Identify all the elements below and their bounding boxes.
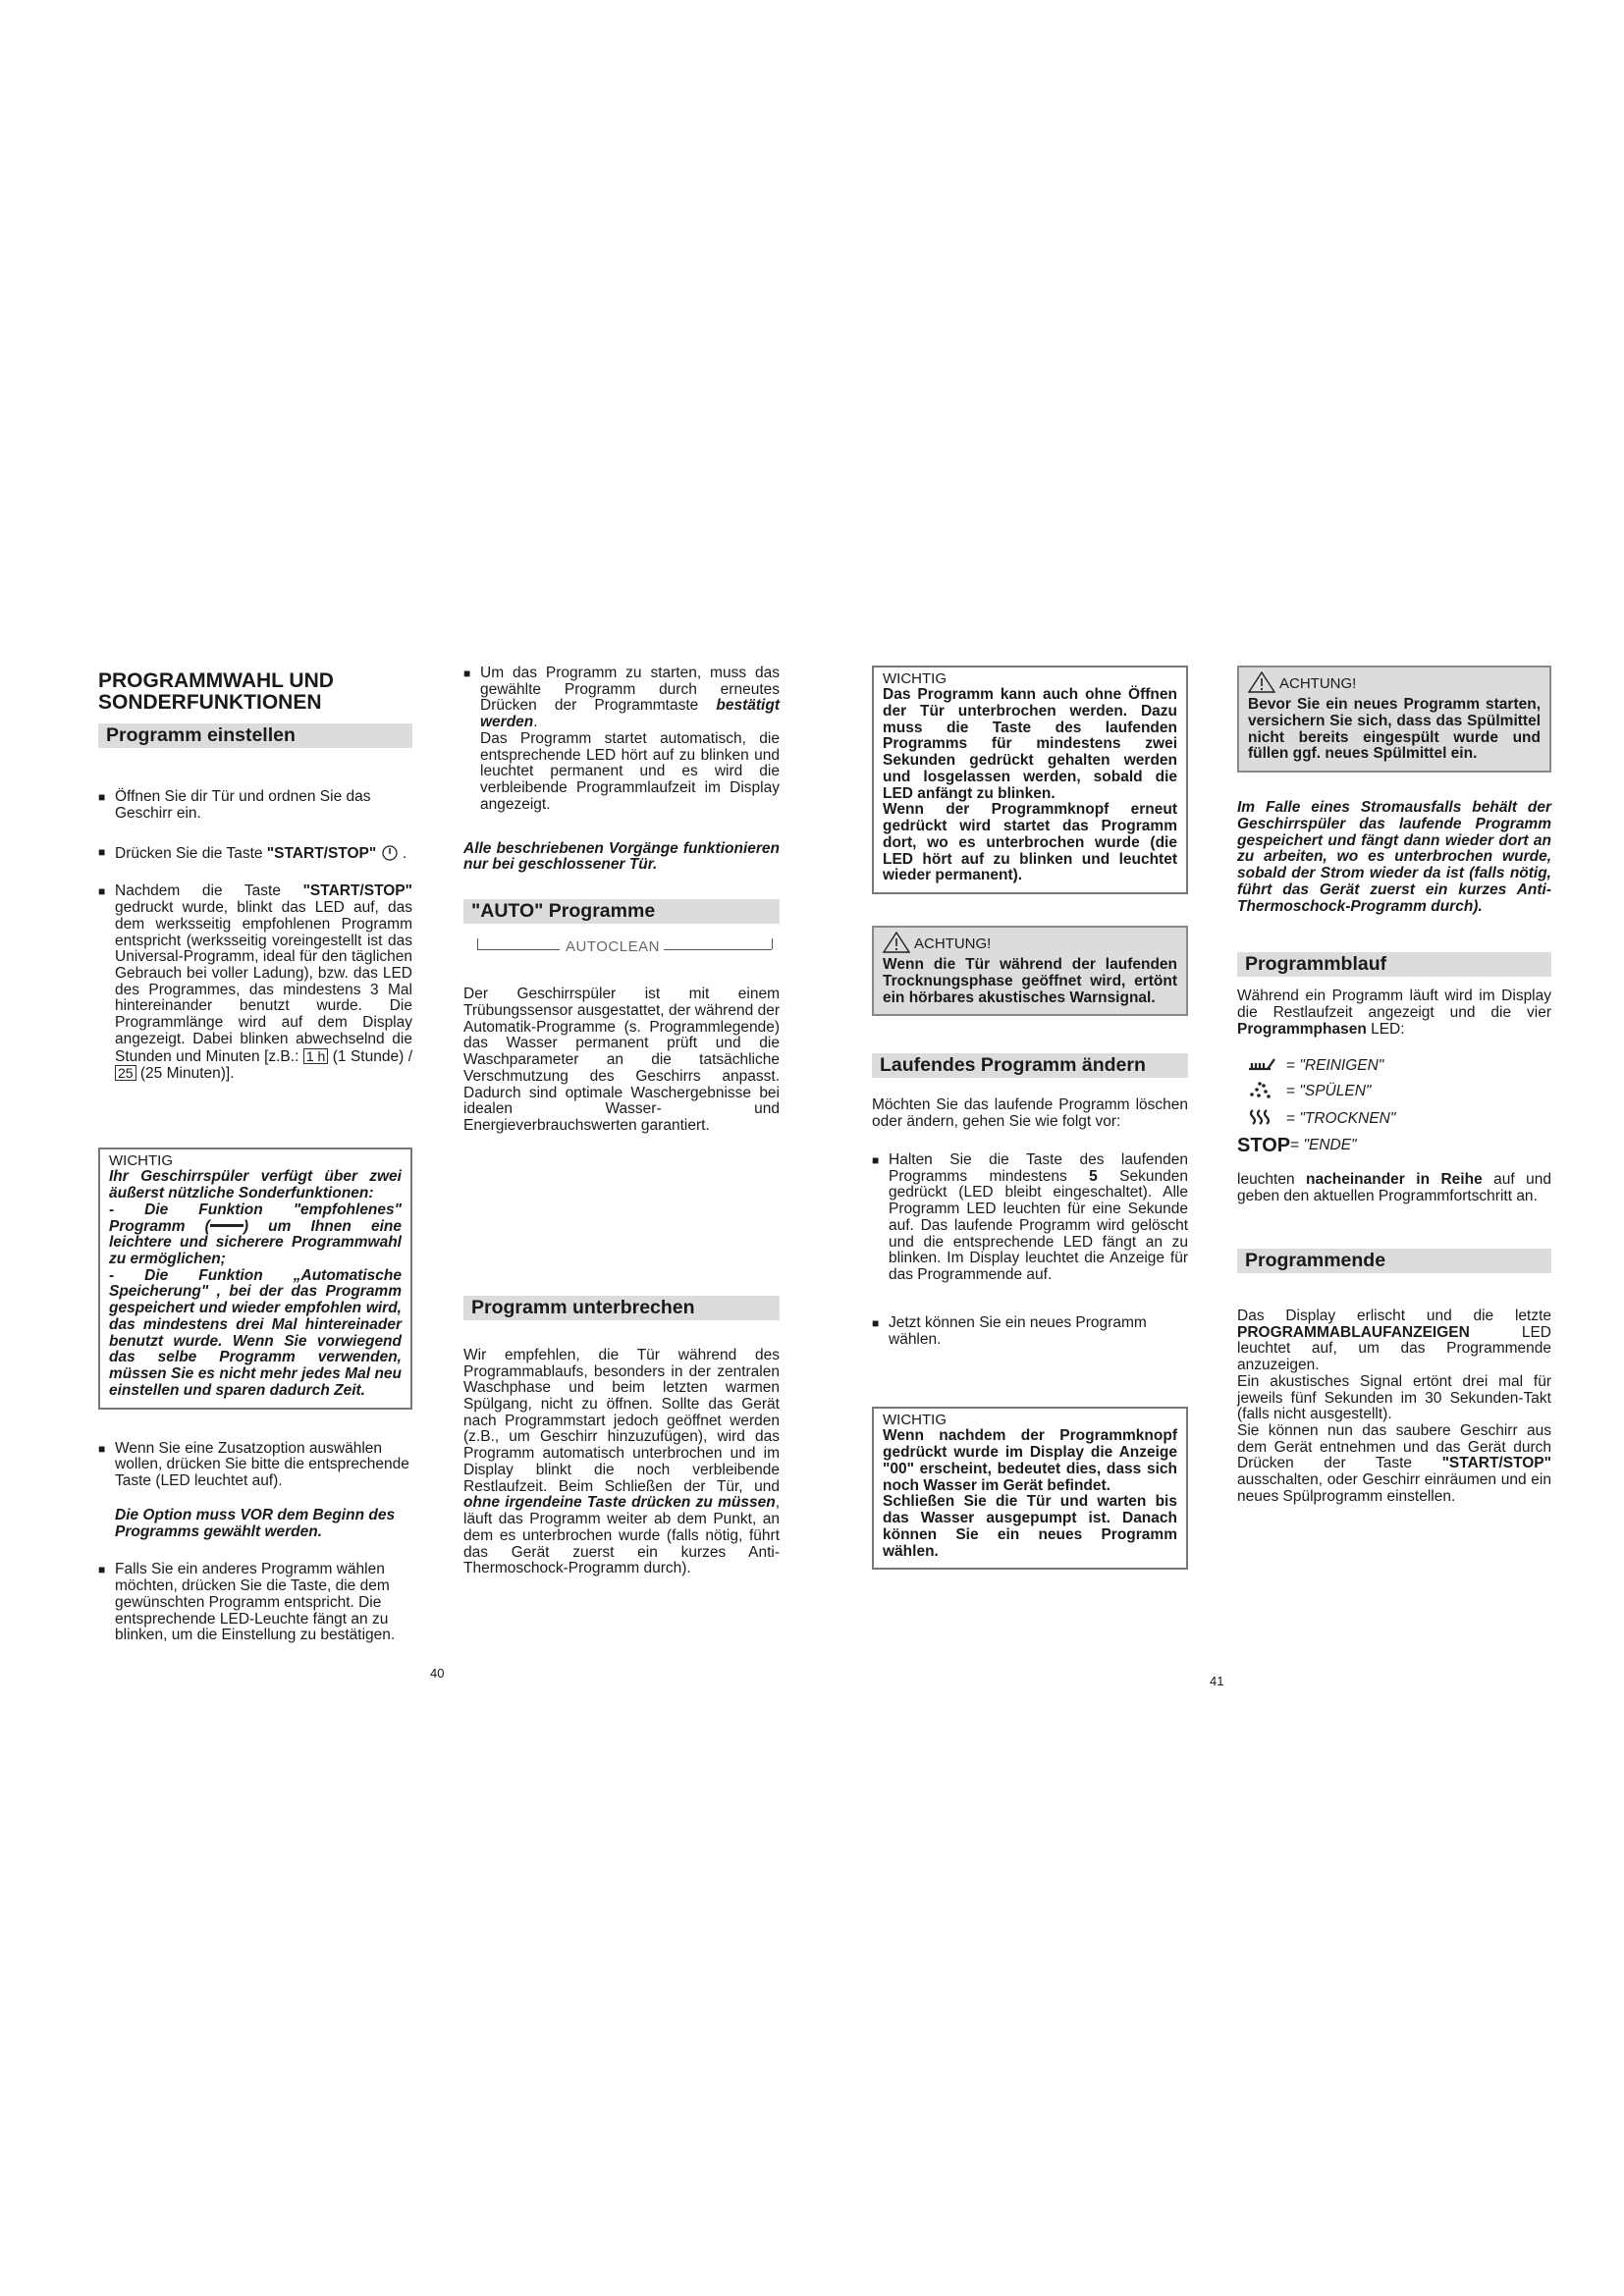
wichtig-label: WICHTIG [109, 1152, 173, 1170]
change-intro: Möchten Sie das laufende Programm löschen oder ändern, gehen Sie wie folgt vor: [872, 1096, 1188, 1131]
achtung-box-detergent: ACHTUNG! Bevor Sie ein neues Programm starten, versichern Sie sich, dass das Spülmittel nicht bereits eingespült wurde und füllen ggf. neues Spülmittel ein. [1237, 666, 1551, 773]
display-hours-box: 1 h [303, 1048, 328, 1064]
phase-spuelen: = "SPÜLEN" [1247, 1081, 1551, 1103]
column-2 [463, 666, 780, 1577]
section-heading-laufendes-programm-aendern: Laufendes Programm ändern [872, 1053, 1188, 1078]
bullet-new-program: ■ Jetzt können Sie ein neues Programm wählen. [872, 1315, 1188, 1348]
bullet-open-door: ■ Öffnen Sie dir Tür und ordnen Sie das Geschirr ein. [98, 789, 412, 822]
option-note: Die Option muss VOR dem Beginn des Programms gewählt werden. [115, 1506, 396, 1540]
wichtig-auto-memory: - Die Funktion „Automatische Speicherung" , bei der das Programm gespeichert und wieder empfohlen wird, das mindestens drei Mal hintereinader benutzt wurde. Wenn Sie vorwiegend das selbe Programm verwenden, müssen Sie es nicht mehr jedes Mal neu einstellen und sparen dadurch Zeit. [109, 1266, 402, 1399]
bullet-after-start: ■ Nachdem die Taste "START/STOP" gedruckt wurde, blinkt das LED auf, das dem werksseitig empfohlenen Programm entspricht (werksseitig voreingestellt ist das Universal-Programm, ideal für den täglichen Gebrauch bei voller Ladung), bzw. das LED des Programmes, das mindestens 3 Mal hintereinander benutzt wurde. Die Programmlänge wird auf dem Display angezeigt. Dabei blinken abwechselnd die Stunden und Minuten [z.B.: 1 h (1 Stunde) /25 (25 Minuten)]. [98, 883, 412, 1083]
section-heading-programm-unterbrechen: Programm unterbrechen [463, 1296, 780, 1320]
section-heading-programmende: Programmende [1237, 1249, 1551, 1273]
end-p2: Ein akustisches Signal ertönt drei mal für jeweils fünf Sekunden im 30 Sekunden-Takt (falls nicht ausgestellt). [1237, 1372, 1551, 1423]
bullet-start-program: ■ Um das Programm zu starten, muss das gewählte Programm durch erneutes Drücken der Programmtaste bestätigt werden. [463, 666, 780, 731]
power-icon [381, 845, 403, 862]
bullet-other-program: ■ Falls Sie ein anderes Programm wählen möchten, drücken Sie die Taste, die dem gewünschten Programm entspricht. Die entsprechende LED-Leuchte fängt an zu blinken, um die Einstellung zu bestätigen. [98, 1562, 412, 1644]
phase-ende: STOP = "ENDE" [1237, 1134, 1357, 1156]
phase-trocknen: = "TROCKNEN" [1247, 1108, 1551, 1131]
warning-triangle-icon [1248, 671, 1275, 697]
wichtig-box-special-functions [98, 1148, 412, 1409]
recommended-line-icon [210, 1224, 244, 1227]
wichtig-label: WICHTIG [883, 1412, 947, 1429]
start-program-detail: Das Programm startet automatisch, die entsprechende LED hört auf zu blinken und leuchtet permanent und es wird die verbleibende Programmlaufzeit im Display angezeigt. [480, 729, 780, 813]
stop-icon: STOP [1237, 1134, 1291, 1156]
column-1 [98, 670, 412, 1644]
display-minutes-box: 25 [115, 1065, 136, 1081]
dry-icon [1247, 1108, 1286, 1131]
end-p3: Sie können nun das saubere Geschirr aus dem Gerät entnehmen und das Gerät durch Drücken der Taste "START/STOP" ausschalten, oder Geschirr einräumen und ein neues Spülprogramm einstellen. [1237, 1421, 1551, 1505]
wichtig-box-water: WICHTIG Wenn nachdem der Programmknopf gedrückt wurde im Display die Anzeige "00" erscheint, bedeutet dies, dass sich noch Wasser im Gerät befindet. Schließen Sie die Tür und warten bis das Wasser ausgepumpt ist. Danach können Sie ein neues Programm wählen. [872, 1407, 1188, 1570]
page-number-right: 41 [1210, 1674, 1224, 1688]
section-heading-programm-einstellen: Programm einstellen [98, 723, 412, 748]
autoclean-label: AUTOCLEAN [477, 937, 772, 963]
wichtig-intro: Ihr Geschirrspüler verfügt über zwei äußerst nützliche Sonderfunktionen: [109, 1168, 402, 1202]
page-number-left: 40 [430, 1666, 445, 1681]
interrupt-description: Wir empfehlen, die Tür während des Programmablaufs, besonders in der zentralen Waschphase und beim letzten warmen Spülgang, nicht zu öffnen. Sollte das Gerät nach Programmstart jedoch geöffnet werden (z.B., um Geschirr hinzuzufügen), wird das Programm automatisch unterbrochen und im Display blinkt die noch verbleibende Restlaufzeit. Beim Schließen der Tür, und ohne irgendeine Taste drücken zu müssen, läuft das Programm weiter ab dem Punkt, an dem es unterbrochen wurde (falls nötig, führt das Gerät zuerst ein kurzes Anti-Thermoschock-Programm durch). [463, 1346, 780, 1577]
flow-outro: leuchten nacheinander in Reihe auf und geben den aktuellen Programmfortschritt an. [1237, 1171, 1551, 1205]
wichtig-box-interrupt: WICHTIG Das Programm kann auch ohne Öffnen der Tür unterbrochen werden. Dazu muss die Taste des laufenden Programms für mindestens zwei Sekunden gedrückt gehalten werden und losgelassen werden, sobald die LED anfängt zu blinken. Wenn der Programmknopf erneut gedrückt wird startet das Programm dort, wo es unterbrochen wurde (die LED hört auf zu blinken und leuchtet wieder permanent). [872, 666, 1188, 894]
closed-door-note: Alle beschriebenen Vorgänge funktionieren nur bei geschlossener Tür. [463, 839, 780, 874]
main-title: PROGRAMMWAHL UND SONDERFUNKTIONEN [98, 669, 334, 715]
phase-list [1237, 1056, 1551, 1157]
phase-reinigen: = "REINIGEN" [1247, 1056, 1551, 1077]
rinse-icon [1247, 1081, 1286, 1103]
end-p1: Das Display erlischt und die letzte PROGRAMMABLAUFANZEIGEN LED leuchtet auf, um das Programmende anzuzeigen. [1237, 1307, 1551, 1374]
warning-triangle-icon [883, 932, 910, 957]
column-3 [872, 666, 1188, 1570]
achtung-box-drying: ACHTUNG! Wenn die Tür während der laufenden Trocknungsphase geöffnet wird, ertönt ein hörbares akustisches Warnsignal. [872, 926, 1188, 1016]
bullet-extra-option: ■ Wenn Sie eine Zusatzoption auswählen wollen, drücken Sie bitte die entsprechende Taste (LED leuchtet auf). [98, 1441, 412, 1490]
achtung-label: ACHTUNG! [1248, 671, 1541, 697]
bullet-hold-button: ■ Halten Sie die Taste des laufenden Programms mindestens 5 Sekunden gedrückt (LED bleibt eingeschaltet). Alle Programm LED leuchten für eine Sekunde auf. Das laufende Programm wird gelöscht und die entsprechende LED fängt an zu blinken. Im Display leuchtet die Anzeige für das Programmende auf. [872, 1152, 1188, 1284]
auto-description: Der Geschirrspüler ist mit einem Trübungssensor ausgestattet, der während der Automatik-Programme (s. Programmlegende) das Wasser permanent prüft und die Waschparameter an die tatsächliche Verschmutzung des Geschirrs anpasst. Dadurch sind optimale Waschergebnisse bei idealen Wasser- und Energieverbrauchswerten garantiert. [463, 986, 780, 1134]
power-failure-note: Im Falle eines Stromausfalls behält der Geschirrspüler das laufende Programm gespeichert und fängt dann wieder dort an zu arbeiten, wo es unterbrochen wurde, sobald der Strom wieder da ist (falls nötig, führt das Gerät zuerst ein kurzes Anti-Thermoschock-Programm durch). [1237, 799, 1551, 915]
wash-icon [1247, 1056, 1286, 1077]
flow-intro: Während ein Programm läuft wird im Display die Restlaufzeit angezeigt und die vier Programmphasen LED: [1237, 988, 1551, 1038]
wichtig-recommended: - Die Funktion "empfohlenes" Programm ( ) um Ihnen eine leichtere und sicherere Programmwahl zu ermöglichen; [109, 1201, 402, 1268]
achtung-label: ACHTUNG! [883, 932, 1177, 957]
bullet-press-start: ■ Drücken Sie die Taste "START/STOP" . [98, 844, 412, 863]
section-heading-auto-programme: "AUTO" Programme [463, 899, 780, 924]
column-4 [1237, 666, 1551, 1506]
section-heading-programmablauf: Programmblauf [1237, 952, 1551, 977]
wichtig-label: WICHTIG [883, 670, 947, 687]
